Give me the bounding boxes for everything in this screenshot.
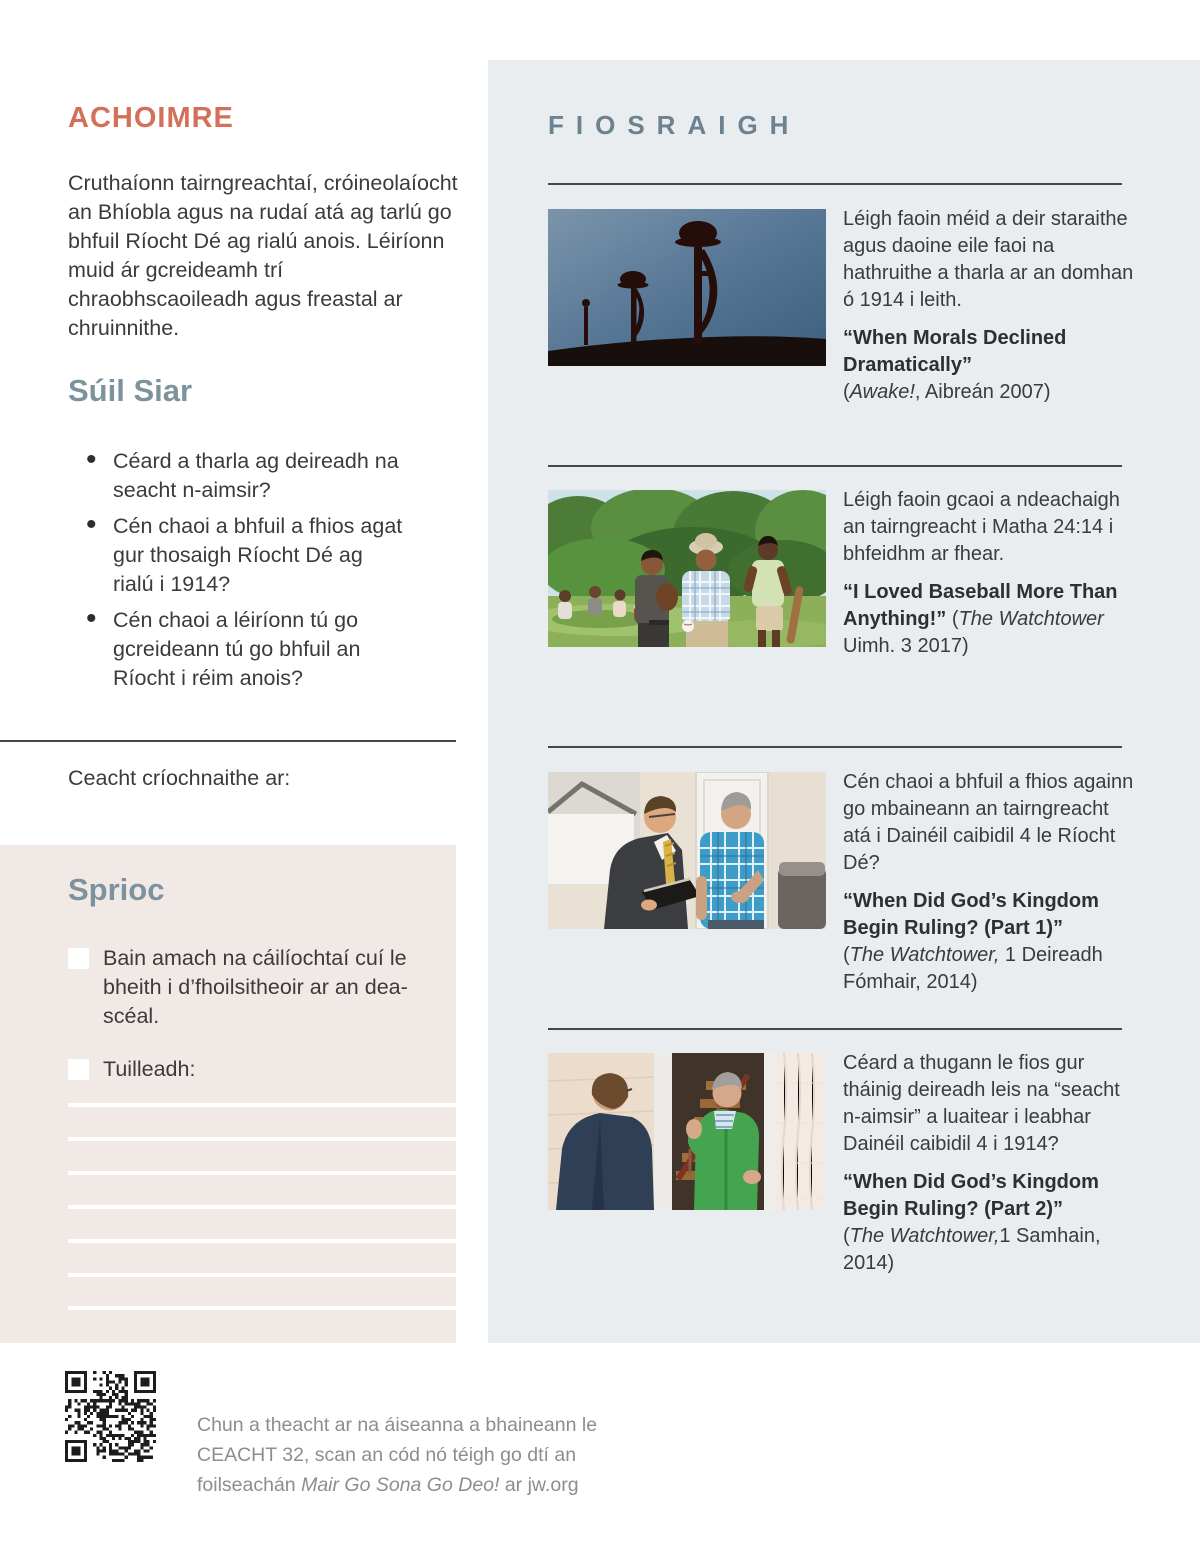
entry-body: Léigh faoin gcaoi a ndeachaigh an tairngreacht i Matha 24:14 i bhfeidhm ar fhear.	[843, 489, 1120, 565]
two-men-bible-discussion-photo	[548, 772, 826, 929]
review-question-list	[85, 447, 403, 700]
entry-reference	[843, 579, 1141, 660]
review-question: • Cén chaoi a bhfuil a fhios agat gur thosaigh Ríocht Dé ag rialú i 1914?	[85, 512, 403, 599]
entry-reference	[843, 888, 1141, 996]
fiosraigh-entry	[843, 206, 1141, 406]
entry-citation: (The Watchtower,1 Samhain, 2014)	[843, 1225, 1101, 1274]
writing-line	[68, 1205, 456, 1209]
section-divider	[548, 183, 1122, 185]
entry-title: “When Morals Declined Dramatically”	[843, 327, 1067, 376]
goal-item	[68, 944, 420, 1031]
goal-item	[68, 1055, 420, 1084]
qr-code	[65, 1371, 156, 1462]
goal-checkbox[interactable]	[68, 1059, 89, 1080]
review-question: • Cén chaoi a léiríonn tú go gcreideann tú go bhfuil an Ríocht i réim anois?	[85, 606, 403, 693]
writing-line	[68, 1137, 456, 1141]
writing-line	[68, 1273, 456, 1277]
writing-line	[68, 1171, 456, 1175]
lace-curtain	[776, 1053, 826, 1210]
review-question: • Céard a tharla ag deireadh na seacht n-aimsir?	[85, 447, 403, 505]
entry-body: Cén chaoi a bhfuil a fhios againn go mbaineann an tairngreacht atá i Dainéil caibidil 4 le Ríocht Dé?	[843, 771, 1134, 874]
entry-body: Céard a thugann le fios gur tháinig deireadh leis na “seacht n-aimsir” a luaitear i leabhar Dainéil caibidil 4 i 1914?	[843, 1052, 1120, 1155]
fiosraigh-entry	[843, 769, 1141, 996]
fiosraigh-entry	[843, 1050, 1141, 1277]
doorstep-conversation-photo	[548, 1053, 826, 1210]
entry-citation: (The Watchtower, 1 Deireadh Fómhair, 2014)	[843, 944, 1103, 993]
section-divider	[548, 1028, 1122, 1030]
writing-line	[68, 1306, 456, 1310]
entry-title: “When Did God’s Kingdom Begin Ruling? (Part 1)”	[843, 890, 1099, 939]
goal-label: Bain amach na cáilíochtaí cuí le bheith i d’fhoilsitheoir ar an dea-scéal.	[103, 946, 408, 1028]
entry-body: Léigh faoin méid a deir staraithe agus daoine eile faoi na hathruithe a tharla ar an domhan ó 1914 i leith.	[843, 208, 1134, 311]
lesson-completed-label: Ceacht críochnaithe ar:	[68, 766, 291, 790]
section-divider	[548, 746, 1122, 748]
goal-label: Tuilleadh:	[103, 1057, 196, 1081]
section-divider	[548, 465, 1122, 467]
summary-paragraph: Cruthaíonn tairngreachtaí, cróineolaíocht an Bhíobla agus na rudaí atá ag tarlú go bhfuil Ríocht Dé ag rialú anois. Léiríonn muid ár gcreideamh trí chraobhscaoileadh agus freastal ar chruinnithe.	[68, 171, 458, 340]
sprioc-heading: Sprioc	[68, 872, 165, 907]
left-divider	[0, 740, 456, 742]
war-memorial-rifles-photo	[548, 209, 826, 366]
qr-caption: Chun a theacht ar na áiseanna a bhaineann le CEACHT 32, scan an cód nó téigh go dtí an foilseachán Mair Go Sona Go Deo! ar jw.org	[197, 1414, 598, 1496]
achoimre-heading: ACHOIMRE	[68, 102, 234, 134]
fiosraigh-entry	[843, 487, 1141, 660]
entry-citation: (Awake!, Aibreán 2007)	[843, 381, 1051, 403]
entry-citation: (The Watchtower Uimh. 3 2017)	[843, 608, 1104, 657]
entry-title: “When Did God’s Kingdom Begin Ruling? (Part 2)”	[843, 1171, 1099, 1220]
writing-line	[68, 1239, 456, 1243]
entry-reference	[843, 325, 1141, 406]
sprioc-panel	[0, 845, 456, 1343]
suil-siar-heading: Súil Siar	[68, 373, 193, 408]
fiosraigh-heading: FIOSRAIGH	[548, 110, 801, 140]
entry-reference	[843, 1169, 1141, 1277]
writing-line	[68, 1103, 456, 1107]
entry-title: “I Loved Baseball More Than Anything!”	[843, 581, 1118, 630]
goal-checkbox[interactable]	[68, 948, 89, 969]
grandfather-baseball-family-photo	[548, 490, 826, 647]
